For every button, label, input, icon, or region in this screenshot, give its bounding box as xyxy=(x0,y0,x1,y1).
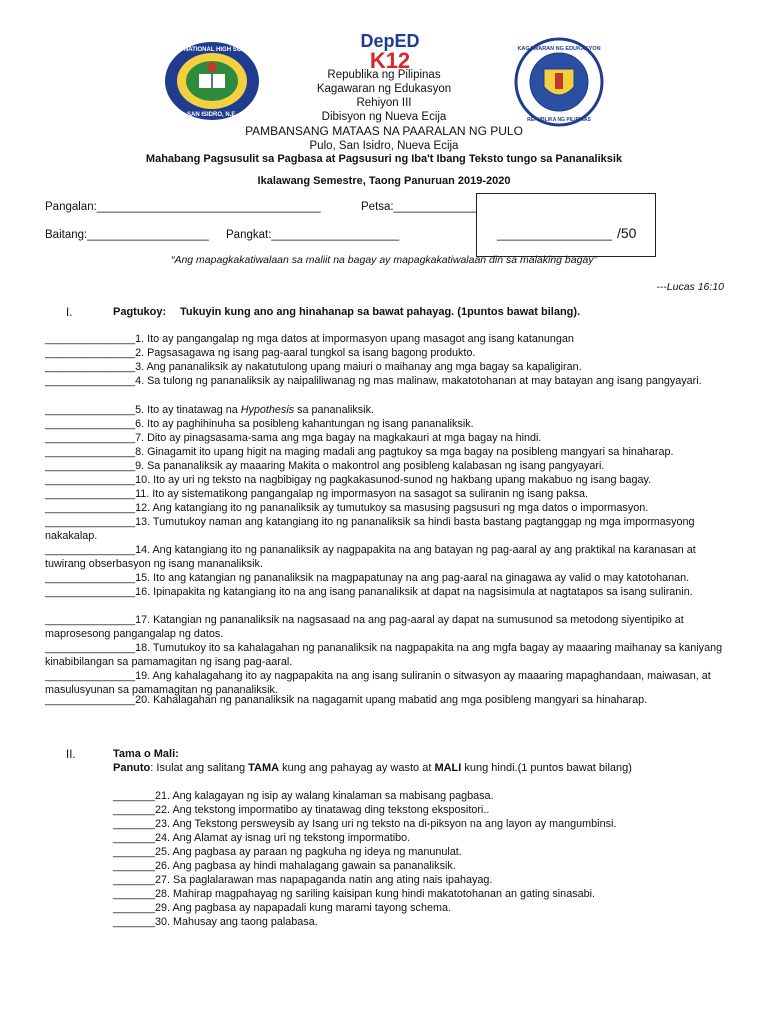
deped-logo-text: DepED xyxy=(360,31,420,51)
section1-item[interactable]: _______________13. Tumutukoy naman ang katangiang ito ng pananaliksik sa hindi basta bastang pagtanggap ng mga impormasyong nakakalap. xyxy=(45,516,695,543)
deped-seal-text-bottom: REPUBLIKA NG PILIPINAS xyxy=(527,117,591,123)
section1-item[interactable]: _______________8. Ginagamit ito upang higit na maging madali ang pagtukoy sa mga bagay na posibleng mangyari sa hinaharap. xyxy=(45,446,674,458)
section1-item[interactable]: _______________20. Kahalagahan ng pananaliksik na nagagamit upang mabatid ang mga posibleng mangyari sa hinaharap. xyxy=(45,694,648,706)
score-blank[interactable]: __________________ xyxy=(497,229,613,241)
directions-text-a: : Isulat ang salitang xyxy=(150,762,249,774)
section2-item[interactable]: _______30. Mahusay ang taong palabasa. xyxy=(113,916,318,928)
section2-item[interactable]: _______27. Sa paglalarawan mas napapaganda natin ang ating nais ipahayag. xyxy=(113,874,493,886)
section1-item[interactable]: _______________7. Dito ay pinagsasama-sama ang mga bagay na magkakauri at mga bagay na hindi. xyxy=(45,432,542,444)
section2-item[interactable]: _______25. Ang pagbasa ay paraan ng pagkuha ng ideya ng manunulat. xyxy=(113,846,462,858)
score-box xyxy=(476,193,656,257)
deped-seal-text-top: KAGAWARAN NG EDUKASYON xyxy=(517,46,601,52)
section1-item[interactable]: _______________12. Ang katangiang ito ng pananaliksik ay tumutukoy sa masusing pagsusuri ng mga datos o impormasyon. xyxy=(45,502,649,514)
section2-numeral: II. xyxy=(66,749,76,761)
header-department: Kagawaran ng Edukasyon xyxy=(316,83,452,95)
section2-item[interactable]: _______21. Ang kalagayan ng isip ay walang kinalaman sa mabisang pagbasa. xyxy=(113,790,494,802)
section1-item[interactable]: _______________2. Pagsasagawa ng isang pag-aaral tungkol sa isang bagong produkto. xyxy=(45,347,476,359)
header-region: Rehiyon III xyxy=(356,97,412,109)
section1-item[interactable]: _______________18. Tumutukoy ito sa kahalagahan ng pananaliksik na nagpapakita na ang mgfa bagay ay maaaring maihanay sa kaniyang kinabibilangan sa pamamagitan ng isang pag-aaral. xyxy=(45,642,723,669)
score-total: /50 xyxy=(617,225,637,241)
section2-item[interactable]: _______22. Ang tekstong impormatibo ay tinatawag ding tekstong ekspositori.. xyxy=(113,804,490,816)
directions-word-false: MALI xyxy=(434,762,462,774)
section1-numeral: I. xyxy=(66,307,73,319)
section2-item[interactable]: _______23. Ang Tekstong persweysib ay Isang uri ng teksto na di-piksyon na ang layon ay mangumbinsi. xyxy=(113,818,617,830)
name-field[interactable]: Pangalan:___________________________________ xyxy=(45,201,321,213)
section1-item[interactable]: _______________10. Ito ay uri ng teksto na nagbibigay ng pagkakasunod-sunod ng hakbang upang makabuo ng isang bagay. xyxy=(45,474,652,486)
school-seal-text-top: PULO NATIONAL HIGH SCHOOL xyxy=(165,47,259,53)
section1-item[interactable]: _______________4. Sa tulong ng pananaliksik ay naipaliliwanag ng mas malinaw, makatotohanan at may batayan ang isang pangyayari. xyxy=(45,375,702,387)
section1-label: Pagtukoy: xyxy=(113,306,167,318)
header-division: Dibisyon ng Nueva Ecija xyxy=(321,111,447,123)
section1-item[interactable]: _______________14. Ang katangiang ito ng pananaliksik ay nagpapakita na ang batayan ng pag-aaral ay ang praktikal na karanasan at tuwirang obserbasyon ng isang mananaliksik. xyxy=(45,544,696,571)
section1-item[interactable]: _______________19. Ang kahalagahang ito ay nagpapakita na ang isang suliranin o sitwasyon ay maaaring mapaghandaan, maiwasan, at masulusyunan sa pamamagitan ng pananaliksik. xyxy=(45,670,711,697)
bible-quote: “Ang mapagkakatiwalaan sa maliit na bagay ay mapagkakatiwalaan din sa malaking bagay” xyxy=(170,254,598,266)
section2-item[interactable]: _______29. Ang pagbasa ay napapadali kung marami tayong schema. xyxy=(113,902,451,914)
section1-item[interactable]: _______________15. Ito ang katangian ng pananaliksik na magpapatunay na ang pag-aaral na ginagawa ay valid o may katotohanan. xyxy=(45,572,690,584)
section1-item[interactable]: _______________11. Ito ay sistematikong pangangalap ng impormasyon na sasagot sa suliranin ng isang paksa. xyxy=(45,488,589,500)
section2-item[interactable]: _______26. Ang pagbasa ay hindi mahalagang gawain sa pananaliksik. xyxy=(113,860,456,872)
quote-citation: ---Lucas 16:10 xyxy=(656,281,724,293)
section1-item[interactable]: _______________9. Sa pananaliksik ay maaaring Makita o makontrol ang posibleng kalabasan ng isang pangyayari. xyxy=(45,460,605,472)
semester-line: Ikalawang Semestre, Taong Panuruan 2019-2020 xyxy=(257,175,511,187)
date-field[interactable]: Petsa:_____________ xyxy=(361,201,477,213)
exam-title: Mahabang Pagsusulit sa Pagbasa at Pagsusuri ng Iba't Ibang Teksto tungo sa Pananaliksik xyxy=(145,153,623,165)
section2-directions xyxy=(113,762,632,774)
k12-logo-text: K12 xyxy=(369,48,411,70)
directions-text-c: kung hindi.(1 puntos bawat bilang) xyxy=(461,762,632,774)
header-address: Pulo, San Isidro, Nueva Ecija xyxy=(309,140,459,152)
hypothesis-term: Hypothesis xyxy=(240,404,295,416)
grade-field[interactable]: Baitang:___________________ xyxy=(45,229,209,241)
section1-item[interactable]: _______________17. Katangian ng pananaliksik na nagsasaad na ang pag-aaral ay dapat na sumusunod sa metodong siyentipiko at maprosesong pangangalap ng datos. xyxy=(45,614,684,641)
section1-instruction: Tukuyin kung ano ang hinahanap sa bawat pahayag. (1puntos bawat bilang). xyxy=(180,306,581,318)
section2-item[interactable]: _______28. Mahirap magpahayag ng sariling kaisipan kung hindi makatotohanan an gating sinasabi. xyxy=(113,888,596,900)
header-republic: Republika ng Pilipinas xyxy=(327,69,441,81)
directions-text-b: kung ang pahayag ay wasto at xyxy=(279,762,435,774)
section2-label: Tama o Mali: xyxy=(113,748,179,760)
header-school: PAMBANSANG MATAAS NA PAARALAN NG PULO xyxy=(245,124,523,138)
section1-item[interactable]: _______________3. Ang pananaliksik ay nakatutulong upang maiuri o maihanay ang mga bagay sa kapaligiran. xyxy=(45,361,582,373)
section1-item[interactable]: _______________5. Ito ay tinatawag na Hypothesis sa pananaliksik. xyxy=(45,404,374,416)
deped-k12-logo xyxy=(338,30,443,70)
section1-item[interactable]: _______________16. Ipinapakita ng katangiang ito na ang isang pananaliksik at dapat na nagsisimula at nagtatapos sa isang suliranin. xyxy=(45,586,693,598)
section1-item[interactable]: _______________1. Ito ay pangangalap ng mga datos at impormasyon upang masagot ang isang katanungan xyxy=(45,333,574,345)
section2-item[interactable]: _______24. Ang Alamat ay isnag uri ng tekstong impormatibo. xyxy=(113,832,411,844)
section1-item[interactable]: _______________6. Ito ay paghihinuha sa posibleng kahantungan ng isang pananaliksik. xyxy=(45,418,474,430)
section-field[interactable]: Pangkat:____________________ xyxy=(226,229,400,241)
directions-label: Panuto xyxy=(113,762,151,774)
directions-word-true: TAMA xyxy=(248,762,280,774)
school-seal-text-bottom: SAN ISIDRO, N.E. xyxy=(186,112,238,118)
